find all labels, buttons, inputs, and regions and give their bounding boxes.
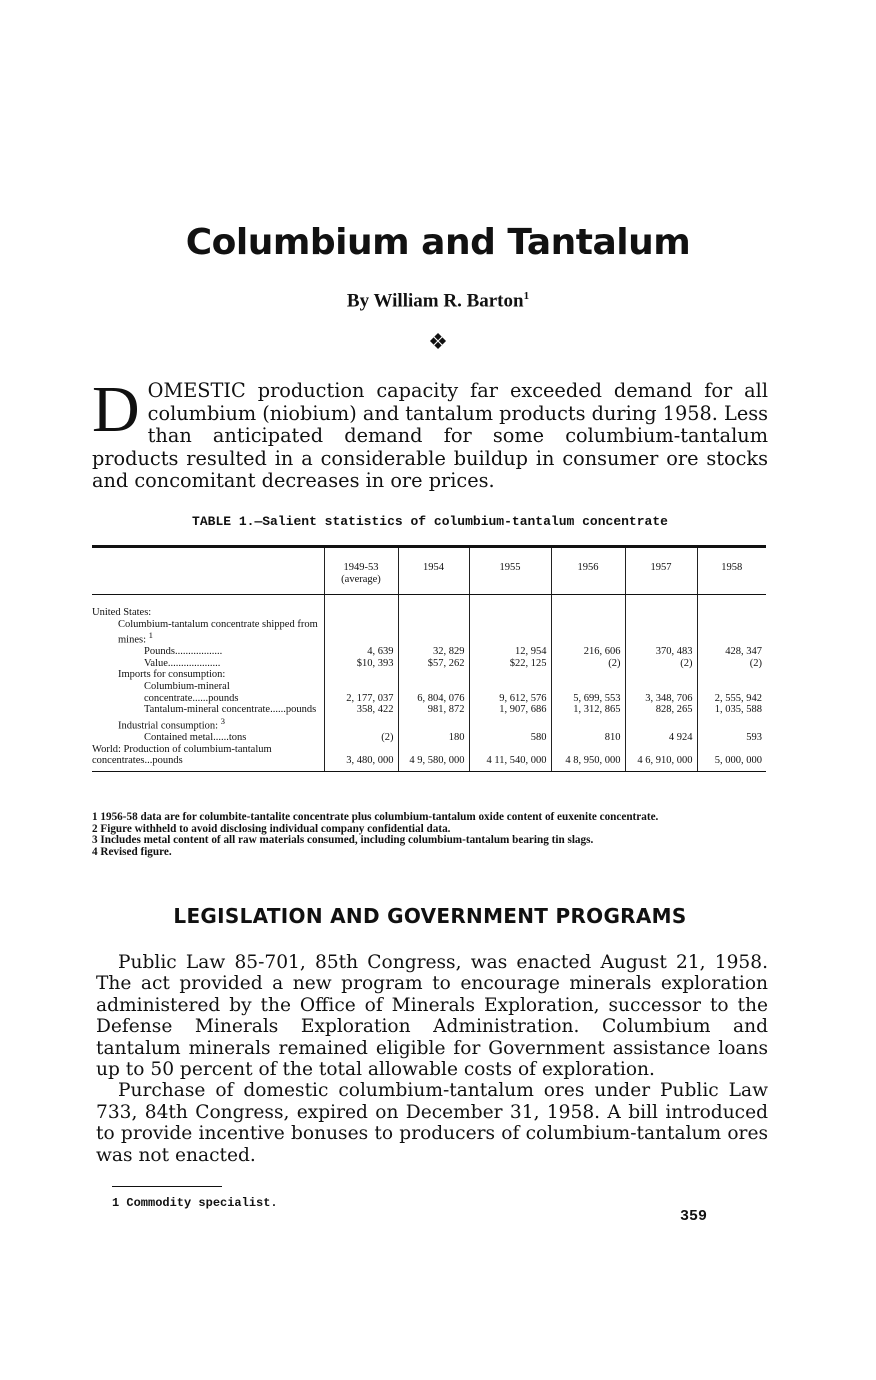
header-cell: 1958	[697, 547, 766, 595]
footnote: 2 Figure withheld to avoid disclosing individual company confidential data.	[92, 822, 451, 835]
row-label-text: Industrial consumption:	[118, 720, 219, 732]
table-cell: 810	[551, 732, 625, 744]
table-cell: 6, 804, 076	[398, 681, 469, 704]
table-footnotes	[92, 812, 772, 858]
footnote-divider	[112, 1186, 222, 1187]
table-caption: TABLE 1.—Salient statistics of columbium-tantalum concentrate	[192, 514, 668, 529]
table-cell: $10, 393	[324, 658, 398, 670]
author-footnote: 1 Commodity specialist.	[112, 1196, 278, 1210]
table-cell: (2)	[625, 658, 697, 670]
footnote: 4 Revised figure.	[92, 845, 172, 858]
table-cell: 4 8, 950, 000	[551, 744, 625, 772]
table-cell: 5, 699, 553	[551, 681, 625, 704]
row-label-text: World: Production of columbium-tantalum concentrates	[92, 743, 272, 767]
table-cell: 216, 606	[551, 646, 625, 658]
table-cell: 1, 035, 588	[697, 704, 766, 716]
table-cell: (2)	[324, 732, 398, 744]
table-cell: 981, 872	[398, 704, 469, 716]
footnote-ref: 1	[148, 630, 153, 641]
row-label	[92, 619, 324, 647]
table-cell: 4 9, 580, 000	[398, 744, 469, 772]
table-cell: 180	[398, 732, 469, 744]
table-cell: 9, 612, 576	[469, 681, 551, 704]
table-row	[92, 681, 766, 704]
header-cell: 1957	[625, 547, 697, 595]
row-unit: pounds	[208, 692, 239, 704]
header-cell: 1955	[469, 547, 551, 595]
row-unit: tons	[228, 731, 247, 743]
footnote-ref: 3	[220, 715, 226, 726]
table-cell: 828, 265	[625, 704, 697, 716]
footnote: 1 1956-58 data are for columbite-tantalite concentrate plus columbium-tantalum oxide content of euxenite concentrate.	[92, 811, 659, 823]
table-row	[92, 732, 766, 744]
table-cell: 3, 348, 706	[625, 681, 697, 704]
page-title: Columbium and Tantalum	[185, 222, 691, 263]
row-label: Imports for consumption:	[118, 669, 226, 681]
table-cell: 358, 422	[324, 704, 398, 716]
table-cell: 593	[697, 732, 766, 744]
row-label: Columbium-mineral concentrate......pounds	[144, 681, 239, 704]
table-cell: $22, 125	[469, 658, 551, 670]
paragraph: Public Law 85-701, 85th Congress, was enacted August 21, 1958. The act provided a new program to encourage minerals exploration administered by the Office of Minerals Exploration, successor to the Defense Minerals Exploration Administration. Columbium and tantalum minerals remained eligible for Government assistance loans up to 50 percent of the total allowable costs of exploration.	[96, 952, 768, 1081]
row-unit: pounds	[152, 755, 183, 767]
table-cell: 4 11, 540, 000	[469, 744, 551, 772]
header-cell: 1949-53 (average)	[324, 547, 398, 595]
page-number: 359	[680, 1208, 708, 1225]
row-unit: pounds	[285, 704, 317, 716]
table-cell: $57, 262	[398, 658, 469, 670]
table-row	[92, 646, 766, 658]
drop-cap: D	[92, 373, 140, 446]
ornament-icon: ❖	[428, 330, 448, 355]
table-cell: 2, 177, 037	[324, 681, 398, 704]
byline-footnote-ref: 1	[523, 290, 530, 302]
row-label: Tantalum-mineral concentrate......pounds	[144, 704, 317, 716]
paragraph: Purchase of domestic columbium-tantalum ores under Public Law 733, 84th Congress, expired on December 31, 1958. A bill introduced to provide incentive bonuses to producers of columbium-tantalum ores was not enacted.	[96, 1080, 768, 1166]
header-blank	[92, 547, 324, 595]
table-cell: 370, 483	[625, 646, 697, 658]
table-cell: 2, 555, 942	[697, 681, 766, 704]
row-label-text: Pounds	[144, 646, 175, 658]
header-cell: 1956	[551, 547, 625, 595]
intro-text: OMESTIC production capacity far exceeded demand for all columbium (niobium) and tantalum products during 1958. Less than anticipated demand for some columbium-tantalum products resulted in a considerable buildup in consumer ore stocks and concomitant decreases in ore prices.	[92, 379, 769, 492]
table-cell: (2)	[697, 658, 766, 670]
body-text	[96, 952, 768, 1166]
table-row	[92, 658, 766, 670]
author-name: By William R. Barton	[346, 290, 524, 312]
row-label: Contained metal......tons	[144, 731, 247, 743]
table-row	[92, 669, 766, 681]
table-row	[92, 716, 766, 732]
table-header-row	[92, 547, 766, 595]
table-row	[92, 607, 766, 619]
table-cell: 1, 312, 865	[551, 704, 625, 716]
table-row	[92, 704, 766, 716]
row-label: Value....................	[144, 657, 221, 669]
row-label-text: Contained metal	[144, 731, 214, 743]
table-cell: 32, 829	[398, 646, 469, 658]
intro-paragraph	[92, 373, 769, 493]
row-label	[92, 716, 324, 732]
table-cell: 12, 954	[469, 646, 551, 658]
table-cell: 3, 480, 000	[324, 744, 398, 772]
table-cell: 428, 347	[697, 646, 766, 658]
header-cell: 1954	[398, 547, 469, 595]
row-label: World: Production of columbium-tantalum concentrates...pounds	[92, 744, 324, 772]
row-label: United States:	[92, 607, 152, 618]
table-cell: 4 6, 910, 000	[625, 744, 697, 772]
byline	[0, 290, 876, 312]
table-row	[92, 619, 766, 647]
section-heading: LEGISLATION AND GOVERNMENT PROGRAMS	[173, 904, 687, 928]
table-cell: 580	[469, 732, 551, 744]
row-label-text: Tantalum-mineral concentrate	[144, 704, 271, 716]
row-label-text: Value	[144, 657, 168, 669]
table-cell: 5, 000, 000	[697, 744, 766, 772]
row-label: Pounds..................	[144, 646, 223, 658]
table-cell: 1, 907, 686	[469, 704, 551, 716]
row-label-text: Columbium-tantalum concentrate shipped from mines:	[118, 618, 318, 646]
footnote: 3 Includes metal content of all raw materials consumed, including columbium-tantalum bearing tin slags.	[92, 834, 594, 846]
table-cell: 4, 639	[324, 646, 398, 658]
table-row	[92, 744, 766, 772]
table-cell: (2)	[551, 658, 625, 670]
table-cell: 4 924	[625, 732, 697, 744]
salient-statistics-table	[92, 545, 766, 772]
row-label-text: Columbium-mineral concentrate	[144, 681, 230, 704]
